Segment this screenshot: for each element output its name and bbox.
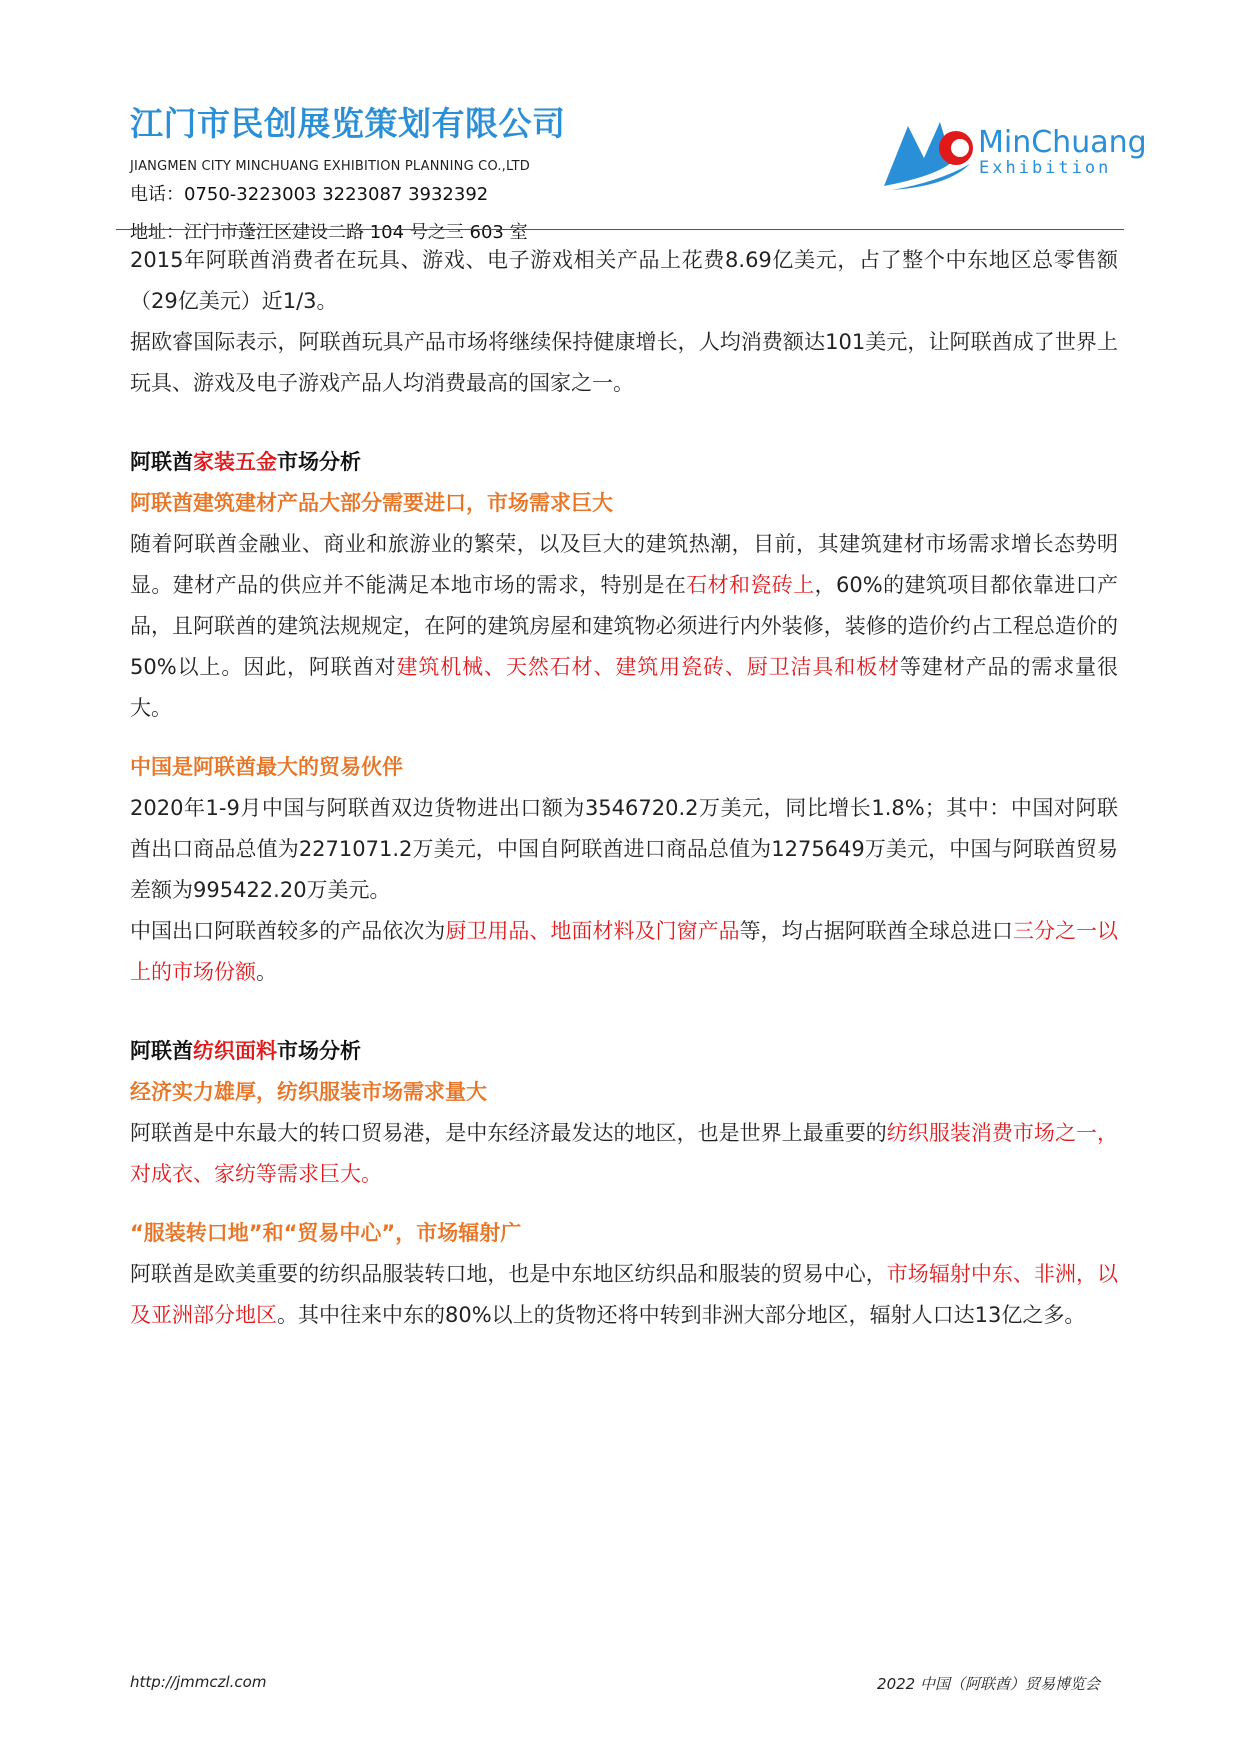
logo-text-main: MinChuang	[978, 125, 1147, 160]
paragraph-transit-hub: 阿联酋是欧美重要的纺织品服装转口地，也是中东地区纺织品和服装的贸易中心，市场辐射中东、非洲，以及亚洲部分地区。其中往来中东的80%以上的货物还将中转到非洲大部分地区，辐射人口达13亿之多。	[130, 1262, 1118, 1327]
subheading-textile-demand: 经济实力雄厚，纺织服装市场需求量大	[130, 1080, 487, 1104]
paragraph-euromonitor: 据欧睿国际表示，阿联酋玩具产品市场将继续保持健康增长，人均消费额达101美元，让阿联酋成了世界上玩具、游戏及电子游戏产品人均消费最高的国家之一。	[130, 330, 1118, 395]
paragraph-textile-market: 阿联酋是中东最大的转口贸易港，是中东经济最发达的地区，也是世界上最重要的纺织服装消费市场之一，对成衣、家纺等需求巨大。	[130, 1121, 1118, 1186]
company-name-cn: 江门市民创展览策划有限公司	[130, 104, 566, 143]
header-divider	[116, 229, 1124, 230]
logo-text-sub: Exhibition	[979, 158, 1112, 178]
paragraph-trade-volume: 2020年1-9月中国与阿联酋双边货物进出口额为3546720.2万美元，同比增长1.8%；其中：中国对阿联酋出口商品总值为2271071.2万美元，中国自阿联酋进口商品总值为1275649万美元，中国与阿联酋贸易差额为995422.20万美元。	[130, 796, 1118, 902]
minchuang-logo	[878, 112, 1147, 198]
company-address: 地址：江门市蓬江区建设二路 104 号之三 603 室	[130, 222, 528, 243]
company-phone: 电话：0750-3223003 3223087 3932392	[130, 184, 489, 205]
section-heading-hardware: 阿联酋家装五金市场分析	[130, 450, 361, 474]
paragraph-toys-spending: 2015年阿联酋消费者在玩具、游戏、电子游戏相关产品上花费8.69亿美元，占了整个中东地区总零售额（29亿美元）近1/3。	[130, 248, 1118, 313]
subheading-transit-hub: “服装转口地”和“贸易中心”，市场辐射广	[130, 1221, 522, 1245]
subheading-building-materials: 阿联酋建筑建材产品大部分需要进口，市场需求巨大	[130, 491, 613, 515]
company-name-en: JIANGMEN CITY MINCHUANG EXHIBITION PLANNING CO.,LTD	[130, 159, 531, 174]
paragraph-export-products: 中国出口阿联酋较多的产品依次为厨卫用品、地面材料及门窗产品等，均占据阿联酋全球总进口三分之一以上的市场份额。	[130, 919, 1119, 984]
footer-event: 2022 中国（阿联酋）贸易博览会	[877, 1675, 1100, 1693]
subheading-trade-partner: 中国是阿联酋最大的贸易伙伴	[130, 755, 403, 779]
footer-url: http://jmmczl.com	[130, 1673, 267, 1691]
article-body	[130, 240, 1118, 1336]
section-heading-textiles: 阿联酋纺织面料市场分析	[130, 1039, 361, 1063]
paragraph-building-market: 随着阿联酋金融业、商业和旅游业的繁荣，以及巨大的建筑热潮，目前，其建筑建材市场需求增长态势明显。建材产品的供应并不能满足本地市场的需求，特别是在石材和瓷砖上，60%的建筑项目都依靠进口产品，且阿联酋的建筑法规规定，在阿的建筑房屋和建筑物必须进行内外装修，装修的造价约占工程总造价的50%以上。因此，阿联酋对建筑机械、天然石材、建筑用瓷砖、厨卫洁具和板材等建材产品的需求量很大。	[130, 532, 1119, 720]
